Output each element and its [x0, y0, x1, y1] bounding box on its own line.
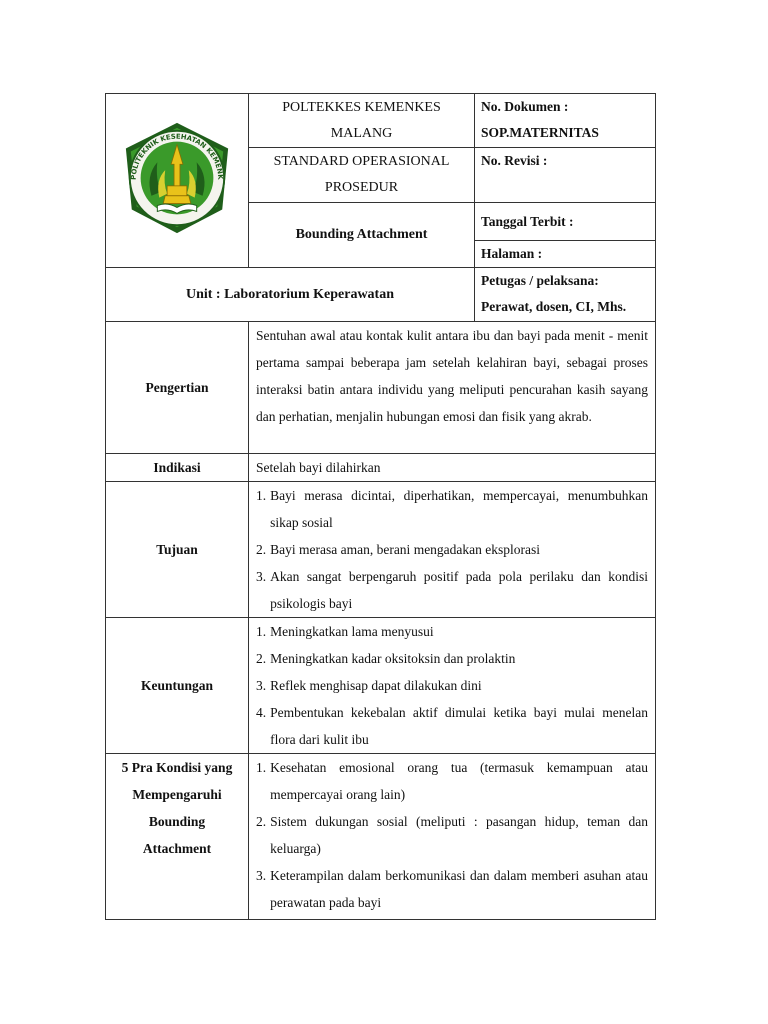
issued-date-label: Tanggal Terbit : [481, 213, 574, 229]
unit-label: Unit : Laboratorium Keperawatan [185, 286, 395, 302]
list-item-text: Reflek menghisap dapat dilakukan dini [270, 678, 482, 693]
doc-type-cell [249, 148, 475, 203]
section-body-pengertian: Sentuhan awal atau kontak kulit antara ibu dan bayi pada menit - menit pertama sampai beberapa jam setelah kelahiran bayi, sebagai proses interaksi batin antara individu yang meliputi pencurahan kasih sayang dan perhatian, menjalin hubungan emosi dan fisik yang akrab. [249, 322, 656, 454]
list-item-text: Bayi merasa dicintai, diperhatikan, mempercayai, menumbuhkan sikap sosial [270, 488, 648, 530]
section-label-line: Attachment [142, 841, 212, 856]
officer-value: Perawat, dosen, CI, Mhs. [481, 299, 627, 314]
section-label-keuntungan: Keuntungan [106, 618, 249, 754]
list-item-number: 1. [256, 760, 267, 775]
list-item [256, 808, 648, 862]
section-label-pra-kondisi [106, 754, 249, 920]
list-item-number: 4. [256, 705, 267, 720]
list-item [256, 482, 648, 536]
list-item [256, 563, 648, 617]
list-item [256, 645, 648, 672]
list-item [256, 699, 648, 753]
list-item-text: Pembentukan kekebalan aktif dimulai ketika bayi mulai menelan flora dari kulit ibu [270, 705, 648, 747]
list-item-number: 3. [256, 678, 267, 693]
section-label-line: Bounding [148, 814, 206, 829]
list-item-number: 3. [256, 868, 267, 883]
page-cell [475, 241, 656, 268]
page-label: Halaman : [481, 246, 543, 261]
list-item-number: 2. [256, 542, 267, 557]
section-body-indikasi: Setelah bayi dilahirkan [249, 454, 656, 482]
list-item [256, 862, 648, 916]
org-name-cell [249, 94, 475, 148]
section-label-tujuan: Tujuan [106, 482, 249, 618]
org-line-1: POLTEKKES KEMENKES [282, 99, 441, 115]
list-item-number: 2. [256, 814, 267, 829]
section-label-pengertian: Pengertian [106, 322, 249, 454]
sop-title-cell [249, 203, 475, 268]
revision-cell [475, 148, 656, 203]
list-item-number: 1. [256, 624, 267, 639]
doc-type-line-1: STANDARD OPERASIONAL [273, 154, 450, 169]
logo-cell [106, 94, 249, 268]
section-label-line: Mempengaruhi [132, 787, 222, 802]
issued-date-cell [475, 203, 656, 241]
list-item-text: Akan sangat berpengaruh positif pada pola perilaku dan kondisi psikologis bayi [270, 569, 648, 611]
section-label-indikasi: Indikasi [106, 454, 249, 482]
officer-cell [475, 268, 656, 322]
section-body-keuntungan [249, 618, 656, 754]
sop-title: Bounding Attachment [295, 227, 428, 242]
list-item-number: 1. [256, 488, 267, 503]
list-item-text: Bayi merasa aman, berani mengadakan eksplorasi [270, 542, 541, 557]
list-item-text: Keterampilan dalam berkomunikasi dan dalam memberi asuhan atau perawatan pada bayi [270, 868, 648, 910]
section-body-tujuan [249, 482, 656, 618]
logo-ring-text: POLITEKNIK KESEHATAN KEMENK [129, 132, 225, 181]
list-item [256, 618, 648, 645]
sop-document-table [105, 93, 656, 920]
list-item-number: 2. [256, 651, 267, 666]
poltekkes-logo [118, 119, 236, 237]
list-item-text: Meningkatkan kadar oksitoksin dan prolaktin [270, 651, 516, 666]
list-item [256, 672, 648, 699]
list-item [256, 754, 648, 808]
list-item-number: 3. [256, 569, 267, 584]
doc-type-line-2: PROSEDUR [324, 180, 399, 195]
doc-number-cell [475, 94, 656, 148]
section-body-pra-kondisi [249, 754, 656, 920]
revision-label: No. Revisi : [481, 153, 548, 168]
list-item-text: Kesehatan emosional orang tua (termasuk kemampuan atau mempercayai orang lain) [270, 760, 648, 802]
officer-label: Petugas / pelaksana: [481, 273, 599, 288]
section-label-line: 5 Pra Kondisi yang [121, 760, 233, 775]
list-item [256, 536, 648, 563]
list-item-text: Sistem dukungan sosial (meliputi : pasangan hidup, teman dan keluarga) [270, 814, 648, 856]
unit-cell [106, 268, 475, 322]
doc-number-label: No. Dokumen : [481, 99, 569, 114]
doc-number-value: SOP.MATERNITAS [481, 125, 599, 140]
list-item-text: Meningkatkan lama menyusui [270, 624, 434, 639]
org-line-2: MALANG [330, 125, 393, 141]
